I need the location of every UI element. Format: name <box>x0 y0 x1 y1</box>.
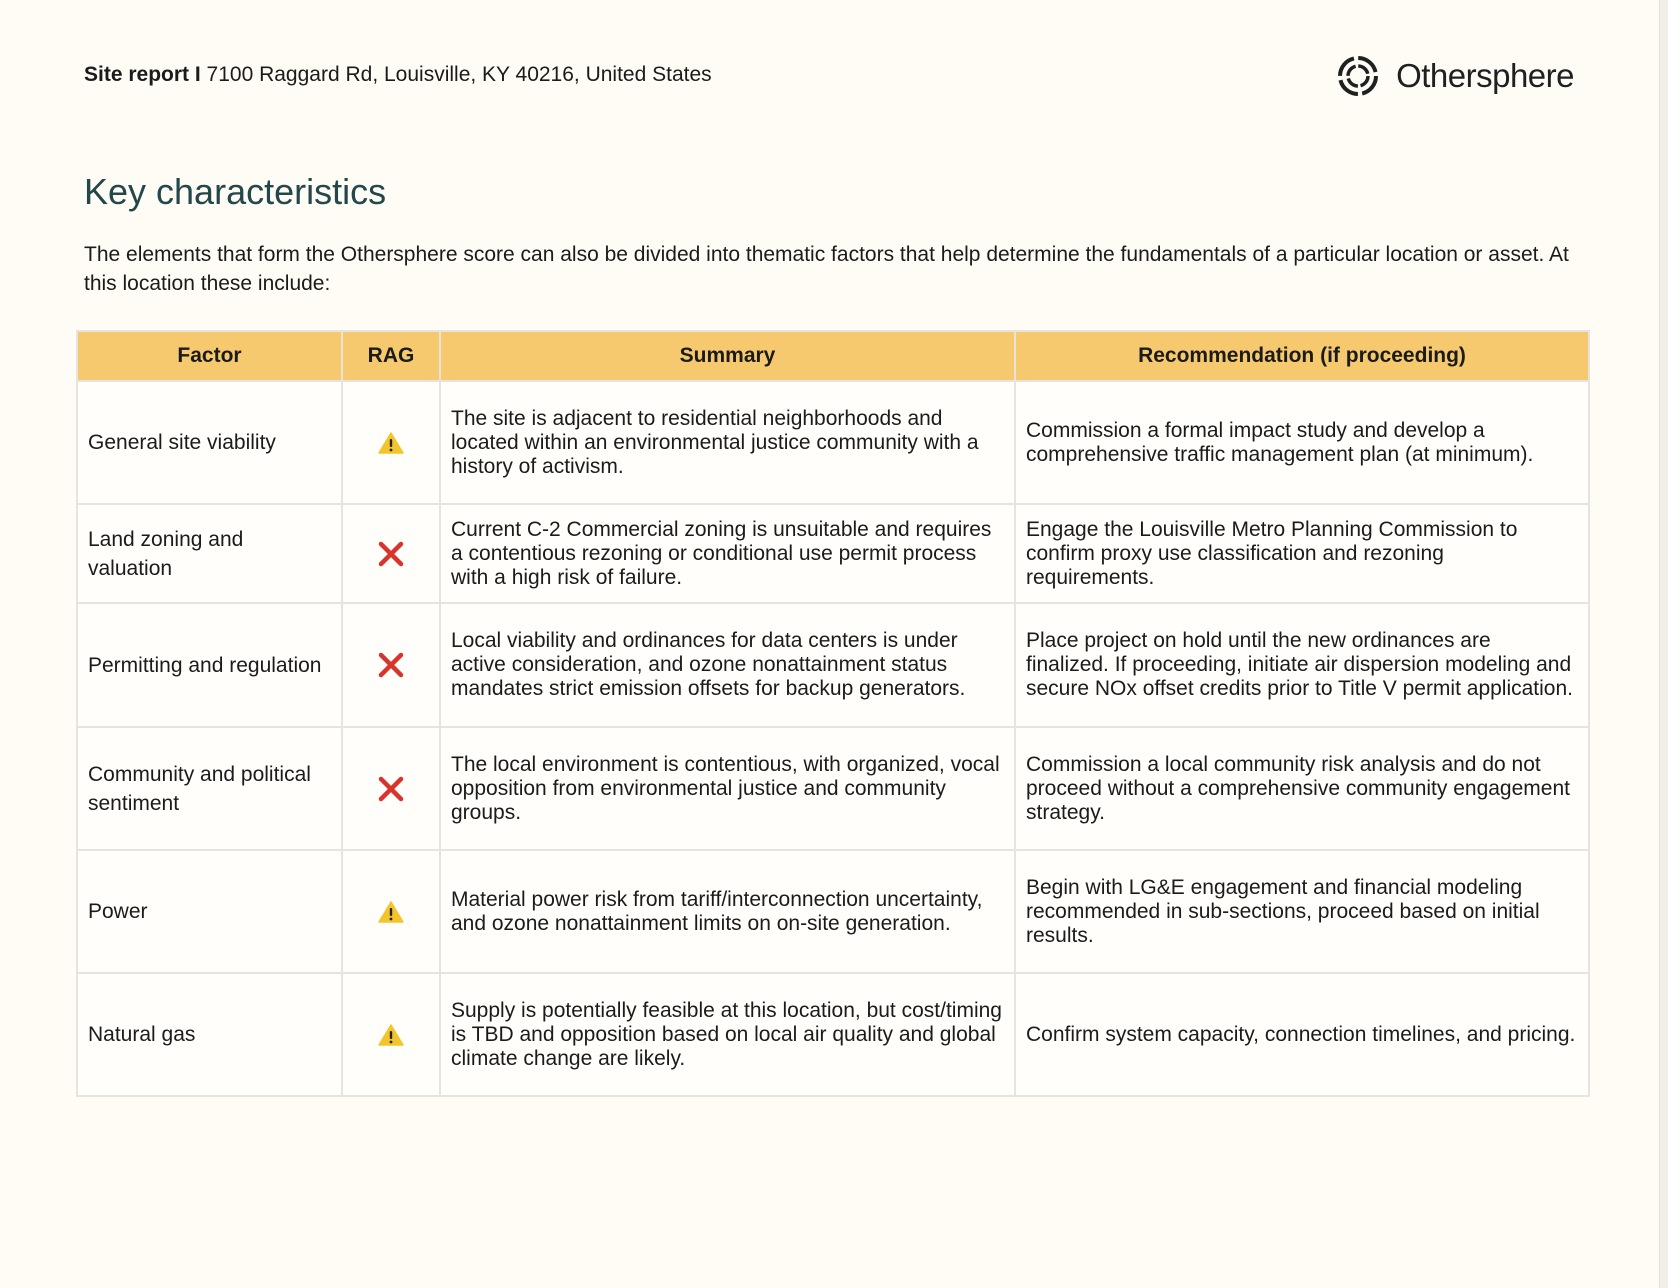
warning-icon <box>378 432 404 454</box>
recommendation-cell: Place project on hold until the new ordinances are finalized. If proceeding, initiate air dispersion modeling and secure NOx offset credits prior to Title V permit application. <box>1015 603 1589 727</box>
cross-icon <box>378 776 404 802</box>
summary-cell: Current C-2 Commercial zoning is unsuitable and requires a contentious rezoning or conditional use permit process with a high risk of failure. <box>440 504 1015 603</box>
site-address: 7100 Raggard Rd, Louisville, KY 40216, United States <box>200 63 712 86</box>
table-row <box>77 973 1589 1096</box>
summary-cell: Local viability and ordinances for data centers is under active consideration, and ozone nonattainment status mandates strict emission offsets for backup generators. <box>440 603 1015 727</box>
factor-cell: Power <box>77 850 342 973</box>
othersphere-logo-icon <box>1336 54 1380 98</box>
recommendation-cell: Engage the Louisville Metro Planning Commission to confirm proxy use classification and rezoning requirements. <box>1015 504 1589 603</box>
summary-cell: The local environment is contentious, with organized, vocal opposition from environmental justice and community groups. <box>440 727 1015 850</box>
table-header-row <box>77 331 1589 381</box>
table-row <box>77 850 1589 973</box>
factor-cell: Natural gas <box>77 973 342 1096</box>
section-intro: The elements that form the Othersphere score can also be divided into thematic factors that help determine the fundamentals of a particular location or asset. At this location these include: <box>84 243 1569 295</box>
rag-cell <box>342 603 440 727</box>
rag-cell <box>342 381 440 504</box>
table-row <box>77 727 1589 850</box>
summary-cell: Material power risk from tariff/interconnection uncertainty, and ozone nonattainment limits on on-site generation. <box>440 850 1015 973</box>
factor-cell: Permitting and regulation <box>77 603 342 727</box>
characteristics-table <box>76 330 1590 1097</box>
warning-icon <box>378 1024 404 1046</box>
factor-cell: Community and political sentiment <box>77 727 342 850</box>
cross-icon <box>378 541 404 567</box>
rag-cell <box>342 850 440 973</box>
column-header-rag: RAG <box>342 331 440 381</box>
cross-icon <box>378 652 404 678</box>
report-header <box>84 57 1584 122</box>
table-row <box>77 603 1589 727</box>
recommendation-cell: Confirm system capacity, connection timelines, and pricing. <box>1015 973 1589 1096</box>
recommendation-cell: Commission a formal impact study and develop a comprehensive traffic management plan (at minimum). <box>1015 381 1589 504</box>
site-report-line <box>84 62 712 88</box>
summary-cell: The site is adjacent to residential neighborhoods and located within an environmental justice community with a history of activism. <box>440 381 1015 504</box>
summary-cell: Supply is potentially feasible at this location, but cost/timing is TBD and opposition based on local air quality and global climate change are likely. <box>440 973 1015 1096</box>
brand-logo <box>1336 52 1574 100</box>
factor-cell: General site viability <box>77 381 342 504</box>
column-header-factor: Factor <box>77 331 342 381</box>
section-title: Key characteristics <box>84 171 387 212</box>
column-header-summary: Summary <box>440 331 1015 381</box>
rag-cell <box>342 727 440 850</box>
recommendation-cell: Begin with LG&E engagement and financial modeling recommended in sub-sections, proceed based on initial results. <box>1015 850 1589 973</box>
page-edge <box>1659 0 1668 1288</box>
column-header-recommendation: Recommendation (if proceeding) <box>1015 331 1589 381</box>
rag-cell <box>342 973 440 1096</box>
table-row <box>77 381 1589 504</box>
recommendation-cell: Commission a local community risk analysis and do not proceed without a comprehensive community engagement strategy. <box>1015 727 1589 850</box>
rag-cell <box>342 504 440 603</box>
brand-name: Othersphere <box>1396 57 1574 94</box>
site-report-label: Site report I <box>84 63 201 86</box>
warning-icon <box>378 901 404 923</box>
factor-cell: Land zoning and valuation <box>77 504 342 603</box>
table-row <box>77 504 1589 603</box>
